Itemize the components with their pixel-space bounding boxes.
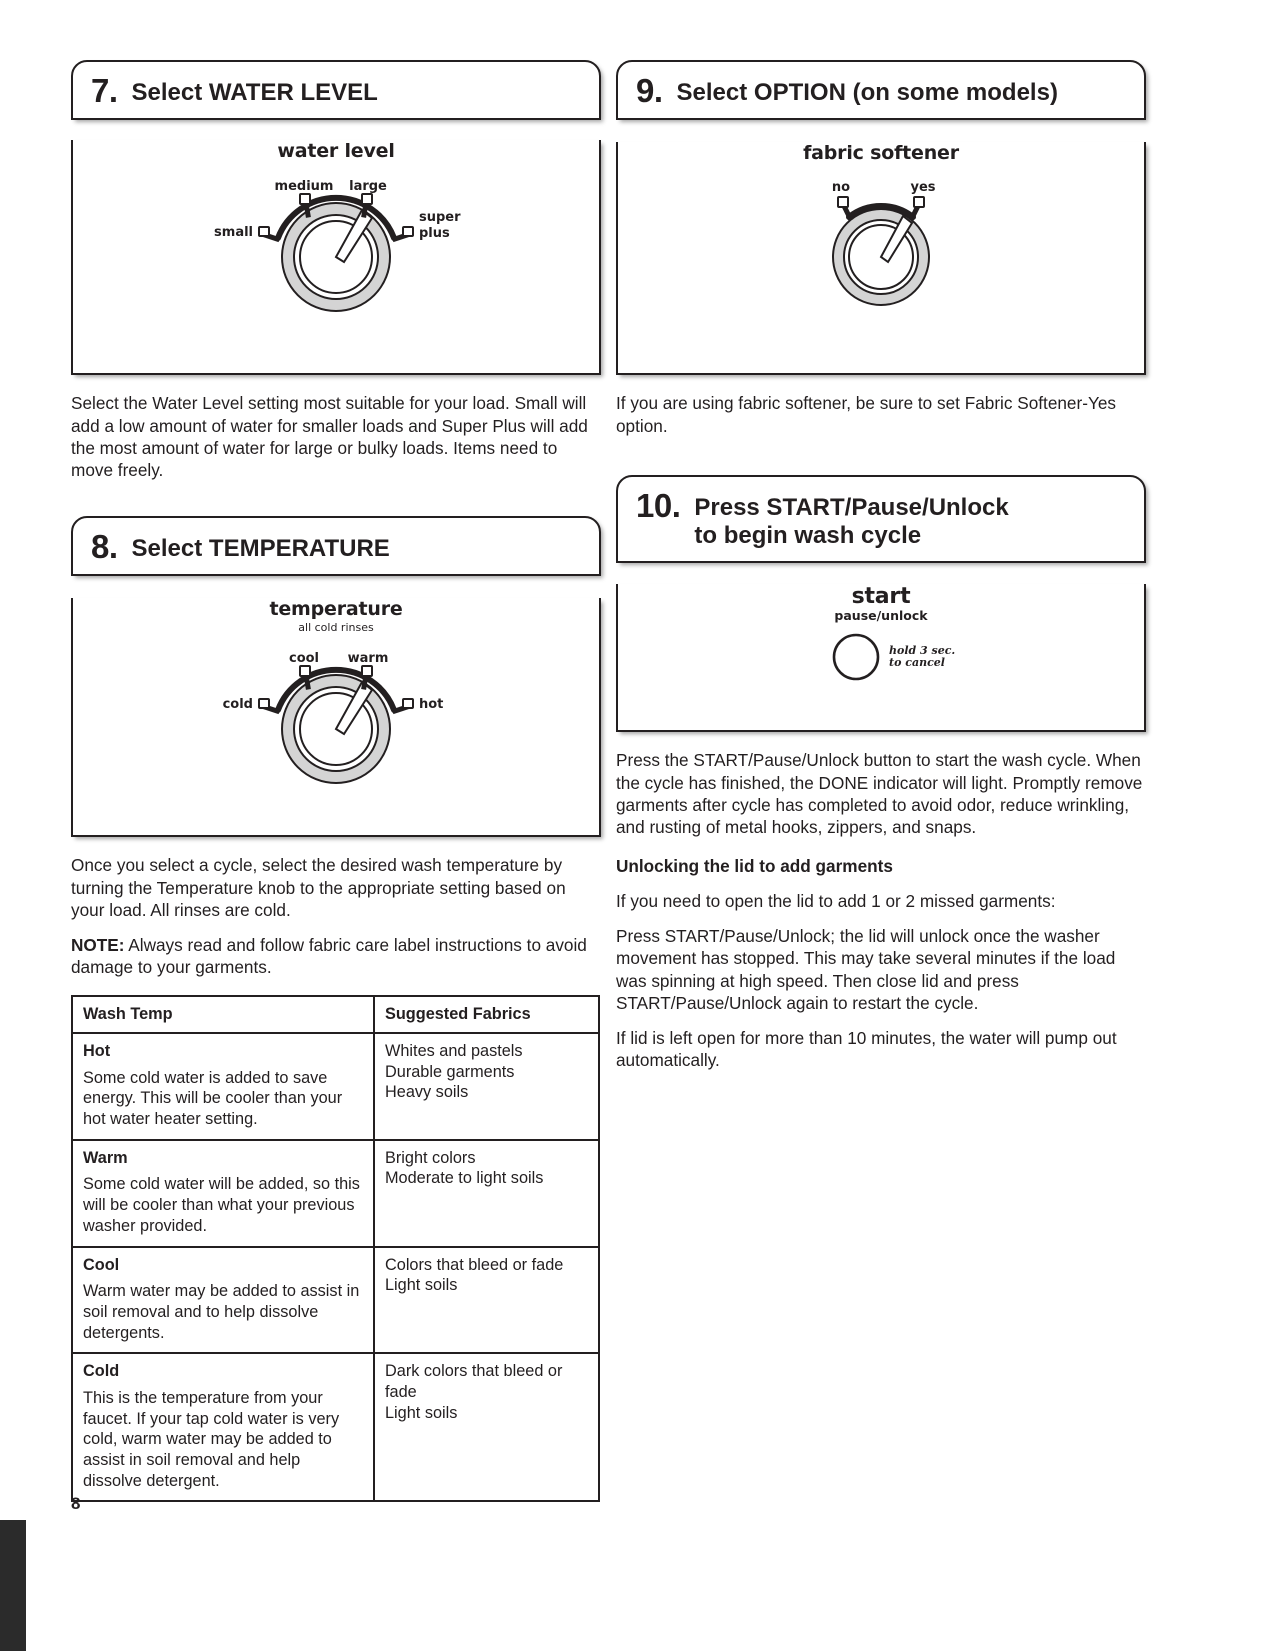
knob-label-super: super: [419, 210, 461, 226]
step-body-water-level: [71, 140, 601, 375]
step-title: Select OPTION (on some models): [676, 79, 1058, 106]
knob-caption: fabric softener: [803, 142, 959, 165]
fabric-item: Bright colors: [385, 1148, 476, 1167]
wash-temp-term: Cold: [83, 1362, 120, 1381]
knob-label-warm: warm: [347, 651, 389, 667]
step-panel-water-level: [71, 60, 601, 481]
fabric-item: Light soils: [385, 1276, 458, 1295]
step-header-water-level: [71, 60, 601, 120]
step-title: Select WATER LEVEL: [131, 79, 378, 106]
unlocking-lid-steps: Press START/Pause/Unlock; the lid will unlock once the washer movement has stopped. This may take several minutes if the load was spinning at high speed. Then close lid and press START/Pause/Unlock again to restart the cycle.: [616, 926, 1116, 1013]
step-number: 7.: [91, 72, 118, 109]
fabric-item: Durable garments: [385, 1062, 515, 1081]
step-title: [694, 490, 1008, 551]
knob-label-plus: plus: [419, 226, 450, 242]
knob-caption: temperature: [269, 598, 403, 621]
knob-subcaption: all cold rinses: [298, 621, 374, 635]
temperature-description: Once you select a cycle, select the desired wash temperature by turning the Temperature knob to the appropriate setting based on your load. All rinses are cold.: [71, 855, 566, 920]
wash-temp-cell: [72, 1033, 374, 1140]
temperature-control-graphic: [73, 598, 599, 794]
knob-label-cool: cool: [288, 651, 320, 667]
wash-temp-term: Warm: [83, 1148, 128, 1167]
knob-label-small: small: [214, 225, 253, 241]
step-panel-temperature: [71, 516, 601, 978]
step-body-start: [616, 584, 1146, 732]
step-title: Select TEMPERATURE: [131, 535, 390, 563]
water-level-description: Select the Water Level setting most suitable for your load. Small will add a low amount of water for smaller loads and Super Plus will add the most amount of water for large or bulky loads. Items need to move freely.: [71, 393, 588, 480]
start-label: start: [851, 584, 911, 610]
suggested-fabrics-cell: [374, 1140, 599, 1247]
hold-hint-line-1: hold 3 sec.: [889, 644, 956, 658]
wash-temp-desc: This is the temperature from your faucet. If your tap cold water is very cold, warm water may be added to assist in soil removal and help dissolve detergent.: [83, 1388, 340, 1490]
table-header-row: [72, 996, 599, 1033]
page-number: 8: [71, 1494, 81, 1513]
left-column: [71, 60, 601, 1502]
table-row: [72, 1033, 599, 1140]
column-header-wash-temp: Wash Temp: [72, 996, 374, 1033]
knob-label-hot: hot: [419, 697, 444, 713]
step-header-temperature: [71, 516, 601, 576]
right-column: [616, 60, 1146, 1071]
step-header-start: [616, 475, 1146, 564]
note-text: Always read and follow fabric care label instructions to avoid damage to your garments.: [71, 934, 587, 978]
water-level-control-graphic: [73, 140, 599, 327]
knob-label-large: large: [349, 179, 387, 195]
fabric-item: Moderate to light soils: [385, 1169, 544, 1188]
step-number: 10.: [636, 486, 681, 524]
step-title-line-2: to begin wash cycle: [694, 522, 922, 549]
start-button-svg[interactable]: [771, 627, 991, 697]
suggested-fabrics-cell: [374, 1353, 599, 1501]
fabric-item: Light soils: [385, 1403, 458, 1422]
step-panel-start: [616, 475, 1146, 1072]
column-header-suggested-fabrics: Suggested Fabrics: [374, 996, 599, 1033]
unlocking-lid-intro: If you need to open the lid to add 1 or 2 missed garments:: [616, 891, 1056, 912]
step-body-option: [616, 142, 1146, 375]
knob-label-medium: medium: [274, 179, 334, 195]
wash-temp-cell: [72, 1247, 374, 1354]
fabric-softener-knob-diagram[interactable]: [731, 164, 1031, 326]
pause-unlock-label: pause/unlock: [834, 608, 928, 624]
table-row: [72, 1353, 599, 1501]
start-button-circle[interactable]: [834, 635, 878, 679]
page-spine: [0, 0, 26, 1651]
fabric-item: Dark colors that bleed or fade: [385, 1362, 563, 1401]
step-body-temperature: [71, 598, 601, 837]
knob-caption: water level: [277, 140, 395, 163]
wash-temp-term: Hot: [83, 1042, 111, 1060]
fabric-item: Heavy soils: [385, 1083, 469, 1102]
wash-temp-desc: Some cold water will be added, so this will be cooler than what your previous washer provided.: [83, 1175, 360, 1235]
suggested-fabrics-cell: [374, 1033, 599, 1140]
step-title-line-1: Press START/Pause/Unlock: [694, 493, 1009, 521]
wash-temp-cell: [72, 1353, 374, 1501]
wash-temp-term: Cool: [83, 1255, 120, 1274]
fabric-softener-control-graphic: [618, 142, 1144, 326]
water-level-knob-diagram[interactable]: [186, 162, 486, 327]
lid-open-warning: If lid is left open for more than 10 minutes, the water will pump out automatically.: [616, 1028, 1117, 1071]
knob-label-cold: cold: [222, 697, 253, 713]
spine-marker: [0, 1520, 26, 1651]
step-number: 9.: [636, 72, 663, 109]
start-description: Press the START/Pause/Unlock button to start the wash cycle. When the cycle has finished, the DONE indicator will light. Promptly remove garments after cycle has completed to avoid odor, reduce wrinkling, and rusting of metal hooks, zippers, and snaps.: [616, 750, 1143, 837]
unlocking-lid-subhead: Unlocking the lid to add garments: [616, 856, 893, 877]
table-row: [72, 1247, 599, 1354]
wash-temp-desc: Warm water may be added to assist in soil removal and to help dissolve detergents.: [83, 1282, 360, 1342]
option-description: If you are using fabric softener, be sure to set Fabric Softener-Yes option.: [616, 393, 1116, 436]
knob-label-yes: yes: [910, 180, 936, 196]
knob-label-no: no: [831, 180, 851, 196]
suggested-fabrics-cell: [374, 1247, 599, 1354]
note-label: NOTE:: [71, 934, 125, 955]
step-panel-option: [616, 60, 1146, 437]
wash-temp-cell: [72, 1140, 374, 1247]
wash-temp-desc: Some cold water is added to save energy. This will be cooler than your hot water heater setting.: [83, 1068, 343, 1129]
wash-temp-table: [71, 995, 600, 1502]
temperature-note: [71, 934, 601, 978]
temperature-knob-diagram[interactable]: [186, 634, 486, 794]
step-header-option: [616, 60, 1146, 120]
table-row: [72, 1140, 599, 1247]
fabric-item: Colors that bleed or fade: [385, 1255, 564, 1274]
start-button-graphic: [618, 584, 1144, 697]
fabric-item: Whites and pastels: [385, 1042, 523, 1060]
hold-hint-line-2: to cancel: [889, 656, 945, 670]
step-number: 8.: [91, 528, 118, 566]
